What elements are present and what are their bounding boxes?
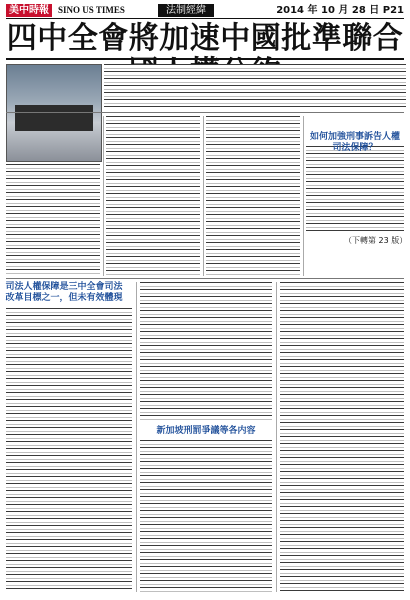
column-rule [276, 282, 277, 592]
photo-sign [15, 105, 93, 131]
issue-date: 2014 年 10 月 28 日 P21 [276, 5, 404, 16]
article-column-6 [140, 282, 272, 422]
headline-rule [6, 58, 404, 60]
column-rule [303, 116, 304, 276]
article-column-8 [280, 282, 404, 592]
article-column-2 [106, 116, 200, 276]
masthead [6, 4, 404, 19]
section-divider [6, 278, 404, 279]
paper-name: 美中時報 [6, 4, 52, 17]
article-column-1 [6, 164, 100, 276]
news-photo [6, 64, 102, 162]
paper-name-en: SINO US TIMES [58, 5, 125, 15]
section-divider [6, 112, 404, 113]
continued-note: （下轉第 23 版） [344, 236, 408, 245]
section-name: 法制經緯 [158, 4, 214, 17]
column-rule [136, 282, 137, 592]
subhead-judicial-reform: 司法人權保障是三中全會司法改革目標之一，但未有效體現 [5, 282, 123, 303]
intro-deck [104, 64, 406, 108]
column-rule [203, 116, 204, 276]
headline: 四中全會將加速中國批準聯合 [6, 21, 404, 56]
article-column-7 [140, 440, 272, 592]
intro-deck-lines [104, 64, 406, 108]
subhead-singapore: 新加坡刑罰爭議等各内容 [156, 426, 256, 436]
article-column-4 [306, 146, 404, 232]
column-rule [103, 116, 104, 276]
subhead-criminal-rights: 如何加強刑事訴告人權司法保障？ [309, 132, 400, 153]
article-column-5 [6, 308, 132, 592]
article-column-3 [206, 116, 300, 276]
